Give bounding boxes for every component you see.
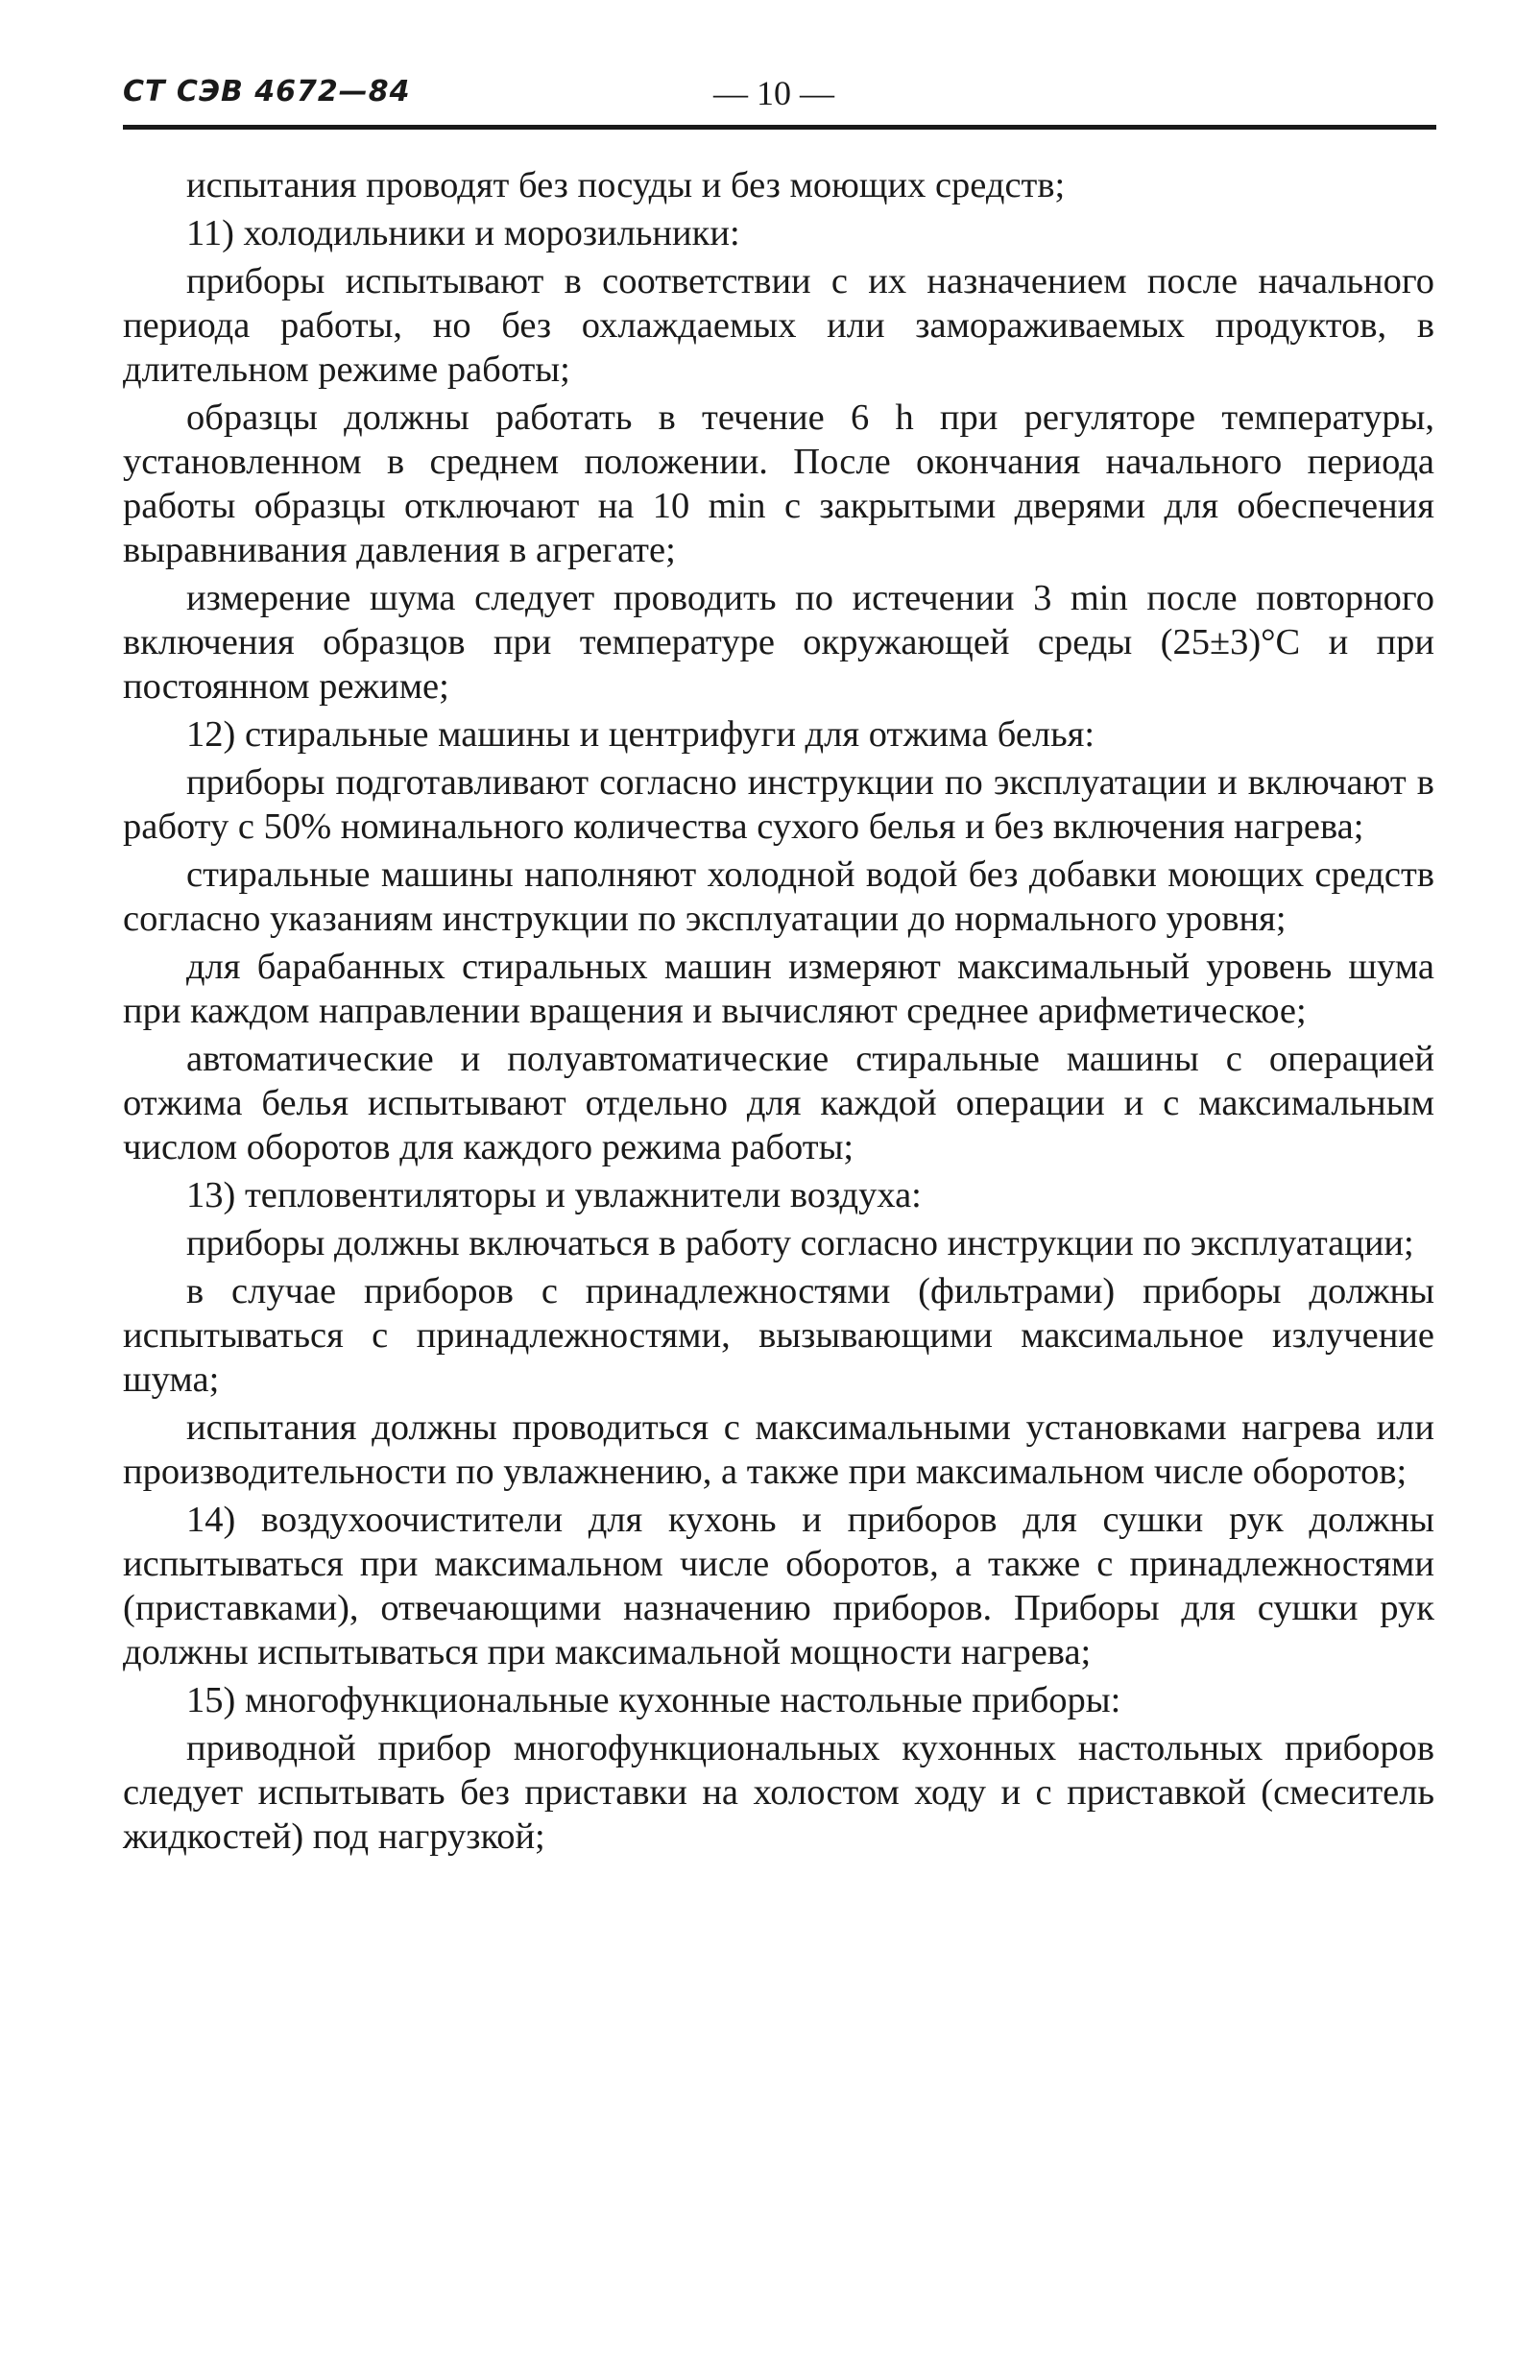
standard-code: СТ СЭВ 4672—84 bbox=[123, 75, 411, 108]
header-rule bbox=[123, 125, 1436, 130]
paragraph: приводной прибор многофункциональных кухонных настольных приборов следует испытывать без приставки на холостом ходу и с приставкой (смеситель жидкостей) под нагрузкой; bbox=[123, 1728, 1434, 1857]
page-header bbox=[123, 67, 1438, 134]
list-item-heading: 14) воздухоочистители для кухонь и приборов для сушки рук должны испытываться при максимальном числе оборотов, а также с принадлежностями (приставками), отвечающими назначению приборов. Приборы для сушки рук должны испытываться при максимальной мощности нагрева; bbox=[123, 1500, 1434, 1672]
paragraph: приборы должны включаться в работу согласно инструкции по эксплуатации; bbox=[186, 1223, 1414, 1263]
document-body bbox=[123, 163, 1434, 1863]
list-item-heading: 11) холодильники и морозильники: bbox=[186, 213, 740, 253]
paragraph: автоматические и полуавтоматические стиральные машины с операцией отжима белья испытывают отдельно для каждой операции и с максимальным числом оборотов для каждого режима работы; bbox=[123, 1039, 1434, 1167]
paragraph: испытания проводят без посуды и без моющих средств; bbox=[186, 165, 1066, 205]
paragraph: в случае приборов с принадлежностями (фильтрами) приборы должны испытываться с принадлежностями, вызывающими максимальное излучение шума; bbox=[123, 1271, 1434, 1400]
paragraph: измерение шума следует проводить по истечении 3 min после повторного включения образцов при температуре окружающей среды (25±3)°C и при постоянном режиме; bbox=[123, 578, 1434, 707]
paragraph: приборы испытывают в соответствии с их назначением после начального периода работы, но без охлаждаемых или замораживаемых продуктов, в длительном режиме работы; bbox=[123, 261, 1434, 390]
list-item-heading: 15) многофункциональные кухонные настольные приборы: bbox=[186, 1680, 1121, 1720]
list-item-heading: 13) тепловентиляторы и увлажнители воздуха: bbox=[186, 1175, 922, 1215]
paragraph: испытания должны проводиться с максимальными установками нагрева или производительности по увлажнению, а также при максимальном числе оборотов; bbox=[123, 1407, 1434, 1492]
page-number: — 10 — bbox=[713, 74, 834, 112]
paragraph: стиральные машины наполняют холодной водой без добавки моющих средств согласно указаниям инструкции по эксплуатации до нормального уровня; bbox=[123, 854, 1434, 939]
paragraph: приборы подготавливают согласно инструкции по эксплуатации и включают в работу с 50% номинального количества сухого белья и без включения нагрева; bbox=[123, 762, 1434, 847]
paragraph: для барабанных стиральных машин измеряют максимальный уровень шума при каждом направлении вращения и вычисляют среднее арифметическое; bbox=[123, 947, 1434, 1031]
list-item-heading: 12) стиральные машины и центрифуги для отжима белья: bbox=[186, 714, 1095, 755]
paragraph: образцы должны работать в течение 6 h при регуляторе температуры, установленном в среднем положении. После окончания начального периода работы образцы отключают на 10 min с закрытыми дверями для обеспечения выравнивания давления в агрегате; bbox=[123, 397, 1434, 570]
